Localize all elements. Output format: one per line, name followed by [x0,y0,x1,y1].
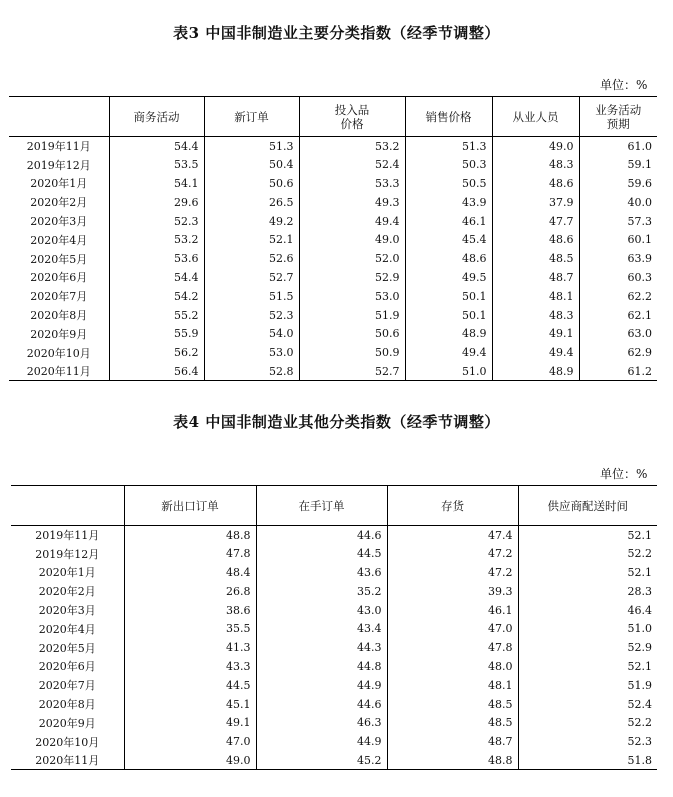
table-row [9,324,657,343]
table-cell: 52.9 [299,268,405,287]
table-cell: 48.6 [405,249,492,268]
table-cell: 40.0 [579,193,657,212]
table-cell: 52.2 [518,544,657,563]
table3 [9,96,657,381]
table-cell: 54.2 [109,287,204,306]
row-month-label: 2020年4月 [30,233,88,247]
table-cell: 52.1 [204,230,299,249]
table-cell: 55.9 [109,324,204,343]
table-cell: 48.6 [492,230,579,249]
table-cell: 48.3 [492,306,579,325]
table-cell: 48.1 [492,287,579,306]
table-cell: 48.8 [124,526,256,545]
table-row [11,563,657,582]
table-cell: 41.3 [124,638,256,657]
table-cell: 50.4 [204,155,299,174]
table-cell: 47.4 [387,526,518,545]
table3-header-0 [9,97,109,137]
table-cell: 52.4 [299,155,405,174]
table-row [11,619,657,638]
table-cell: 49.5 [405,268,492,287]
table-cell: 35.2 [256,582,387,601]
table-cell: 48.5 [387,713,518,732]
table-cell: 44.9 [256,676,387,695]
table-row [9,287,657,306]
table-cell: 43.4 [256,619,387,638]
table4-body [11,526,657,770]
row-month-label: 2020年2月 [38,585,96,599]
table-cell: 55.2 [109,306,204,325]
table-cell: 52.6 [204,249,299,268]
table-row [9,306,657,325]
table-cell: 63.0 [579,324,657,343]
table3-header-1: 商务活动 [109,97,204,137]
row-month-label: 2020年6月 [30,271,88,285]
table-cell: 44.5 [256,544,387,563]
table-row [9,212,657,231]
table-cell: 46.4 [518,601,657,620]
table4-header-3: 存货 [387,486,518,526]
table-row [11,544,657,563]
row-month-label: 2020年3月 [38,604,96,618]
table-cell: 43.0 [256,601,387,620]
table-cell: 49.4 [405,343,492,362]
table-cell: 48.5 [387,695,518,714]
table-row [9,230,657,249]
table-row [11,695,657,714]
table-cell: 43.6 [256,563,387,582]
row-month-label: 2020年4月 [38,622,96,636]
table-cell: 47.0 [387,619,518,638]
row-month-label: 2020年5月 [38,641,96,655]
table-cell: 49.4 [492,343,579,362]
table-cell: 44.6 [256,695,387,714]
table-cell: 52.0 [299,249,405,268]
table-row [11,601,657,620]
table-cell: 45.1 [124,695,256,714]
table-cell: 43.3 [124,657,256,676]
table-cell: 43.9 [405,193,492,212]
table-cell: 53.2 [299,137,405,156]
row-month-label: 2019年11月 [26,140,91,154]
table3-header-3: 投入品 价格 [299,97,405,137]
table-cell: 61.0 [579,137,657,156]
table-cell: 53.3 [299,174,405,193]
table-cell: 51.0 [405,362,492,381]
table-cell: 52.1 [518,526,657,545]
table-row [9,137,657,156]
table-cell: 51.3 [405,137,492,156]
table-cell: 54.0 [204,324,299,343]
table-cell: 51.3 [204,137,299,156]
table-cell: 53.5 [109,155,204,174]
row-month-label: 2020年1月 [38,566,96,580]
table-cell: 48.6 [492,174,579,193]
table-cell: 47.0 [124,732,256,751]
row-month-label: 2020年7月 [38,679,96,693]
row-month-label: 2020年11月 [35,754,100,768]
table-cell: 51.9 [518,676,657,695]
row-month-label: 2020年7月 [30,290,88,304]
row-month-label: 2020年9月 [30,327,88,341]
table-cell: 50.6 [204,174,299,193]
table-cell: 47.8 [387,638,518,657]
table-row [9,174,657,193]
table-cell: 47.8 [124,544,256,563]
table-cell: 48.0 [387,657,518,676]
row-month-label: 2019年12月 [26,158,91,172]
table-cell: 48.1 [387,676,518,695]
table-cell: 44.3 [256,638,387,657]
table-cell: 48.9 [492,362,579,381]
table-cell: 52.1 [518,657,657,676]
table-cell: 49.1 [124,713,256,732]
table3-header-6: 业务活动 预期 [579,97,657,137]
table-cell: 26.5 [204,193,299,212]
table-cell: 52.3 [109,212,204,231]
table-cell: 46.1 [387,601,518,620]
table-row [11,732,657,751]
table-cell: 52.8 [204,362,299,381]
table-cell: 60.3 [579,268,657,287]
row-month-label: 2020年3月 [30,215,88,229]
table-cell: 48.7 [387,732,518,751]
row-month-label: 2020年10月 [35,735,100,749]
table-cell: 48.9 [405,324,492,343]
table-row [11,526,657,545]
table-cell: 49.0 [124,751,256,770]
table-cell: 26.8 [124,582,256,601]
table-cell: 56.4 [109,362,204,381]
table-row [11,676,657,695]
table-cell: 44.9 [256,732,387,751]
table-cell: 54.4 [109,137,204,156]
table-cell: 29.6 [109,193,204,212]
table-cell: 54.1 [109,174,204,193]
table3-header-row [9,97,657,137]
table-cell: 48.3 [492,155,579,174]
table-cell: 46.3 [256,713,387,732]
table-cell: 51.5 [204,287,299,306]
table-cell: 45.4 [405,230,492,249]
table-cell: 49.1 [492,324,579,343]
table-row [9,362,657,381]
table3-unit: 单位：% [600,78,648,92]
row-month-label: 2020年2月 [30,196,88,210]
table-row [11,582,657,601]
table-cell: 50.1 [405,287,492,306]
table-cell: 52.9 [518,638,657,657]
table-cell: 52.1 [518,563,657,582]
table-cell: 50.3 [405,155,492,174]
table3-header-2: 新订单 [204,97,299,137]
table-cell: 51.0 [518,619,657,638]
table4-header-row [11,486,657,526]
table-cell: 48.4 [124,563,256,582]
table-cell: 47.7 [492,212,579,231]
table-cell: 44.8 [256,657,387,676]
table-cell: 47.2 [387,544,518,563]
table-cell: 44.6 [256,526,387,545]
table-cell: 48.5 [492,249,579,268]
table-cell: 53.0 [204,343,299,362]
table-cell: 52.7 [299,362,405,381]
table3-body [9,137,657,381]
table-cell: 47.2 [387,563,518,582]
row-month-label: 2020年5月 [30,252,88,266]
table4 [11,485,657,770]
table4-unit: 单位：% [600,467,648,481]
table-cell: 38.6 [124,601,256,620]
table-cell: 49.0 [492,137,579,156]
table-cell: 49.0 [299,230,405,249]
table-cell: 60.1 [579,230,657,249]
table-row [11,751,657,770]
row-month-label: 2020年9月 [38,716,96,730]
row-month-label: 2020年10月 [26,346,91,360]
table-cell: 61.2 [579,362,657,381]
table-row [11,657,657,676]
table4-title: 表4 中国非制造业其他分类指数（经季节调整） [173,413,500,431]
table-cell: 63.9 [579,249,657,268]
row-month-label: 2019年12月 [35,547,100,561]
table4-header-2: 在手订单 [256,486,387,526]
table-cell: 51.8 [518,751,657,770]
row-month-label: 2020年1月 [30,177,88,191]
table4-header-0 [11,486,124,526]
table-cell: 57.3 [579,212,657,231]
table-row [9,193,657,212]
table-cell: 62.1 [579,306,657,325]
row-month-label: 2020年8月 [38,698,96,712]
table-cell: 50.5 [405,174,492,193]
table-row [9,249,657,268]
table-cell: 53.6 [109,249,204,268]
table-cell: 52.2 [518,713,657,732]
table-cell: 62.9 [579,343,657,362]
table-cell: 37.9 [492,193,579,212]
table-cell: 52.3 [518,732,657,751]
table-cell: 44.5 [124,676,256,695]
table-cell: 48.7 [492,268,579,287]
table-row [11,638,657,657]
table-cell: 50.6 [299,324,405,343]
table-cell: 52.7 [204,268,299,287]
table-cell: 59.6 [579,174,657,193]
table-cell: 52.3 [204,306,299,325]
table-cell: 49.4 [299,212,405,231]
table-cell: 53.0 [299,287,405,306]
table3-header-5: 从业人员 [492,97,579,137]
table-cell: 46.1 [405,212,492,231]
table4-header-4: 供应商配送时间 [518,486,657,526]
table-cell: 50.1 [405,306,492,325]
row-month-label: 2020年8月 [30,309,88,323]
table3-title: 表3 中国非制造业主要分类指数（经季节调整） [173,24,500,42]
table-cell: 54.4 [109,268,204,287]
table-cell: 39.3 [387,582,518,601]
table-row [9,343,657,362]
table-row [9,268,657,287]
table-cell: 28.3 [518,582,657,601]
row-month-label: 2020年6月 [38,660,96,674]
table-cell: 45.2 [256,751,387,770]
table4-header-1: 新出口订单 [124,486,256,526]
table-cell: 56.2 [109,343,204,362]
table3-header-4: 销售价格 [405,97,492,137]
table-cell: 51.9 [299,306,405,325]
table-cell: 49.3 [299,193,405,212]
table-cell: 53.2 [109,230,204,249]
table-cell: 62.2 [579,287,657,306]
row-month-label: 2019年11月 [35,529,100,543]
table-cell: 52.4 [518,695,657,714]
table-row [9,155,657,174]
table-cell: 50.9 [299,343,405,362]
table-cell: 48.8 [387,751,518,770]
row-month-label: 2020年11月 [26,365,91,379]
table-cell: 49.2 [204,212,299,231]
table-row [11,713,657,732]
table-cell: 35.5 [124,619,256,638]
table-cell: 59.1 [579,155,657,174]
